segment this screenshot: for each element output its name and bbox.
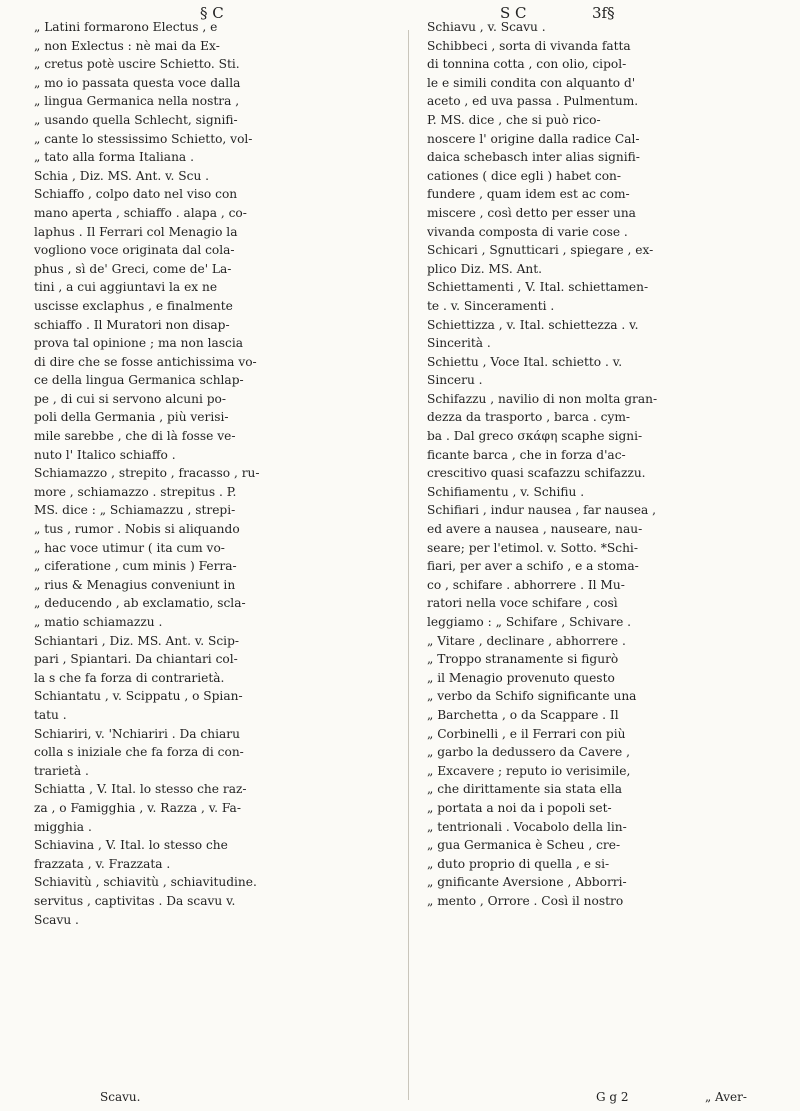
text-line: poli della Germania , più verisi- bbox=[34, 410, 229, 425]
text-line: plico Diz. MS. Ant. bbox=[427, 261, 543, 276]
text-line: za , o Famigghia , v. Razza , v. Fa- bbox=[34, 800, 241, 815]
text-line: di tonnina cotta , con olio, cipol- bbox=[427, 57, 627, 72]
right-page-numeral: S C bbox=[500, 4, 527, 22]
text-line: ed avere a nausea , nauseare, nau- bbox=[427, 522, 643, 537]
text-line: Schiettu , Voce Ital. schietto . v. bbox=[427, 354, 623, 369]
text-line: co , schifare . abhorrere . Il Mu- bbox=[427, 577, 625, 592]
text-line: Schifiamentu , v. Schifiu . bbox=[427, 484, 585, 499]
text-line: daica schebasch inter alias signifi- bbox=[427, 150, 640, 165]
text-line: Schia , Diz. MS. Ant. v. Scu . bbox=[34, 168, 210, 183]
text-line: Scavu . bbox=[34, 912, 79, 927]
right-column bbox=[427, 18, 777, 911]
text-line: „ cretus potè uscire Schietto. Sti. bbox=[34, 57, 240, 72]
text-line: MS. dice : „ Schiamazzu , strepi- bbox=[34, 503, 236, 518]
text-line: Schiamazzo , strepito , fracasso , ru- bbox=[34, 466, 260, 481]
text-line: Schiantatu , v. Scippatu , o Spian- bbox=[34, 689, 243, 704]
text-line: pe , di cui si servono alcuni po- bbox=[34, 391, 226, 406]
text-line: „ usando quella Schlecht, signifi- bbox=[34, 112, 238, 127]
text-line: Schiavina , V. Ital. lo stesso che bbox=[34, 838, 228, 853]
text-line: „ Corbinelli , e il Ferrari con più bbox=[427, 726, 626, 741]
text-line: Schiavu , v. Scavu . bbox=[427, 20, 546, 34]
text-line: ratori nella voce schifare , così bbox=[427, 596, 618, 611]
text-line: Sinceru . bbox=[427, 373, 483, 388]
text-line: „ ciferatione , cum minis ) Ferra- bbox=[34, 559, 237, 574]
text-line: ce della lingua Germanica schlap- bbox=[34, 373, 244, 388]
text-line: „ che dirittamente sia stata ella bbox=[427, 782, 623, 797]
text-line: nuto l' Italico schiaffo . bbox=[34, 447, 176, 462]
text-line: „ il Menagio provenuto questo bbox=[427, 670, 615, 685]
column-divider bbox=[408, 30, 409, 1100]
text-line: „ lingua Germanica nella nostra , bbox=[34, 94, 240, 109]
text-line: crescitivo quasi scafazzu schifazzu. bbox=[427, 466, 646, 481]
text-line: Schifazzu , navilio di non molta gran- bbox=[427, 391, 658, 406]
text-line: vogliono voce originata dal cola- bbox=[34, 243, 235, 258]
text-line: „ tato alla forma Italiana . bbox=[34, 150, 194, 165]
text-line: „ Vitare , declinare , abhorrere . bbox=[427, 633, 626, 648]
text-line: vivanda composta di varie cose . bbox=[427, 224, 628, 239]
text-line: fundere , quam idem est ac com- bbox=[427, 187, 630, 202]
text-line: „ matio schiamazzu . bbox=[34, 615, 163, 629]
catchword-left: Scavu. bbox=[100, 1090, 141, 1104]
text-line: miscere , così detto per esser una bbox=[427, 205, 636, 220]
text-line: „ tentrionali . Vocabolo della lin- bbox=[427, 819, 627, 834]
text-line: leggiamo : „ Schifare , Schivare . bbox=[427, 615, 632, 629]
text-line: „ rius & Menagius conveniunt in bbox=[34, 577, 236, 592]
text-line: mile sarebbe , che di là fosse ve- bbox=[34, 429, 236, 444]
text-line: „ hac voce utimur ( ita cum vo- bbox=[34, 540, 225, 555]
text-line: „ non Exlectus : nè mai da Ex- bbox=[34, 38, 220, 53]
text-line: „ Troppo stranamente si figurò bbox=[427, 652, 619, 667]
text-line: dezza da trasporto , barca . cym- bbox=[427, 410, 630, 425]
text-line: mano aperta , schiaffo . alapa , co- bbox=[34, 205, 247, 220]
text-line: laphus . Il Ferrari col Menagio la bbox=[34, 224, 238, 239]
text-line: tini , a cui aggiuntavi la ex ne bbox=[34, 280, 218, 295]
text-line: „ verbo da Schifo significante una bbox=[427, 689, 637, 704]
text-line: „ Excavere ; reputo io verisimile, bbox=[427, 763, 631, 778]
text-line: „ duto proprio di quella , e si- bbox=[427, 856, 610, 871]
right-page-number: 3f§ bbox=[592, 4, 615, 22]
text-line: „ Barchetta , o da Scappare . Il bbox=[427, 707, 619, 722]
text-line: „ gua Germanica è Scheu , cre- bbox=[427, 838, 621, 853]
text-line: „ deducendo , ab exclamatio, scla- bbox=[34, 596, 246, 611]
text-line: „ mento , Orrore . Così il nostro bbox=[427, 893, 624, 908]
text-line: noscere l' origine dalla radice Cal- bbox=[427, 131, 640, 146]
text-line: le e simili condita con alquanto d' bbox=[427, 75, 636, 90]
text-line: P. MS. dice , che si può rico- bbox=[427, 112, 601, 127]
text-line: servitus , captivitas . Da scavu v. bbox=[34, 893, 236, 908]
left-page-numeral: § C bbox=[200, 4, 224, 22]
text-line: Schiariri, v. 'Nchiariri . Da chiaru bbox=[34, 726, 240, 741]
text-line: „ Latini formarono Electus , e bbox=[34, 20, 218, 34]
text-line: te . v. Sinceramenti . bbox=[427, 298, 555, 313]
signature-mark: G g 2 bbox=[596, 1090, 629, 1104]
text-line: Schicari , Sgnutticari , spiegare , ex- bbox=[427, 243, 654, 258]
text-line: trarietà . bbox=[34, 763, 89, 778]
text-line: fiari, per aver a schifo , e a stoma- bbox=[427, 559, 639, 574]
text-line: seare; per l'etimol. v. Sotto. *Schi- bbox=[427, 540, 638, 555]
text-line: „ tus , rumor . Nobis si aliquando bbox=[34, 522, 240, 537]
text-line: Schiaffo , colpo dato nel viso con bbox=[34, 187, 238, 202]
text-line: la s che fa forza di contrarietà. bbox=[34, 670, 225, 685]
text-line: frazzata , v. Frazzata . bbox=[34, 856, 171, 871]
text-line: Schiantari , Diz. MS. Ant. v. Scip- bbox=[34, 633, 240, 648]
text-line: colla s iniziale che fa forza di con- bbox=[34, 745, 244, 760]
text-line: Sincerità . bbox=[427, 336, 491, 351]
text-line: ba . Dal greco σκάφη scaphe signi- bbox=[427, 429, 643, 444]
text-line: tatu . bbox=[34, 707, 67, 722]
left-column bbox=[34, 18, 394, 929]
text-line: migghia . bbox=[34, 819, 92, 834]
text-line: Schibbeci , sorta di vivanda fatta bbox=[427, 38, 631, 53]
text-line: di dire che se fosse antichissima vo- bbox=[34, 354, 257, 369]
text-line: Schiavitù , schiavitù , schiavitudine. bbox=[34, 875, 257, 890]
text-line: „ mo io passata questa voce dalla bbox=[34, 75, 241, 90]
text-line: Schiatta , V. Ital. lo stesso che raz- bbox=[34, 782, 247, 797]
text-line: „ garbo la dedussero da Cavere , bbox=[427, 745, 630, 760]
text-line: schiaffo . Il Muratori non disap- bbox=[34, 317, 230, 332]
text-line: pari , Spiantari. Da chiantari col- bbox=[34, 652, 238, 667]
text-line: „ portata a noi da i popoli set- bbox=[427, 800, 612, 815]
text-line: prova tal opinione ; ma non lascia bbox=[34, 336, 243, 351]
text-line: aceto , ed uva passa . Pulmentum. bbox=[427, 94, 639, 109]
text-line: uscisse exclaphus , e finalmente bbox=[34, 298, 233, 313]
text-line: cationes ( dice egli ) habet con- bbox=[427, 168, 622, 183]
text-line: „ cante lo stessissimo Schietto, vol- bbox=[34, 131, 253, 146]
text-line: phus , sì de' Greci, come de' La- bbox=[34, 261, 232, 276]
text-line: Schiettamenti , V. Ital. schiettamen- bbox=[427, 280, 649, 295]
text-line: more , schiamazzo . strepitus . P. bbox=[34, 484, 237, 499]
text-line: „ gnificante Aversione , Abborri- bbox=[427, 875, 627, 890]
catchword-right: „ Aver- bbox=[705, 1090, 747, 1104]
text-line: Schiettizza , v. Ital. schiettezza . v. bbox=[427, 317, 639, 332]
text-line: ficante barca , che in forza d'ac- bbox=[427, 447, 626, 462]
text-line: Schifiari , indur nausea , far nausea , bbox=[427, 503, 657, 518]
